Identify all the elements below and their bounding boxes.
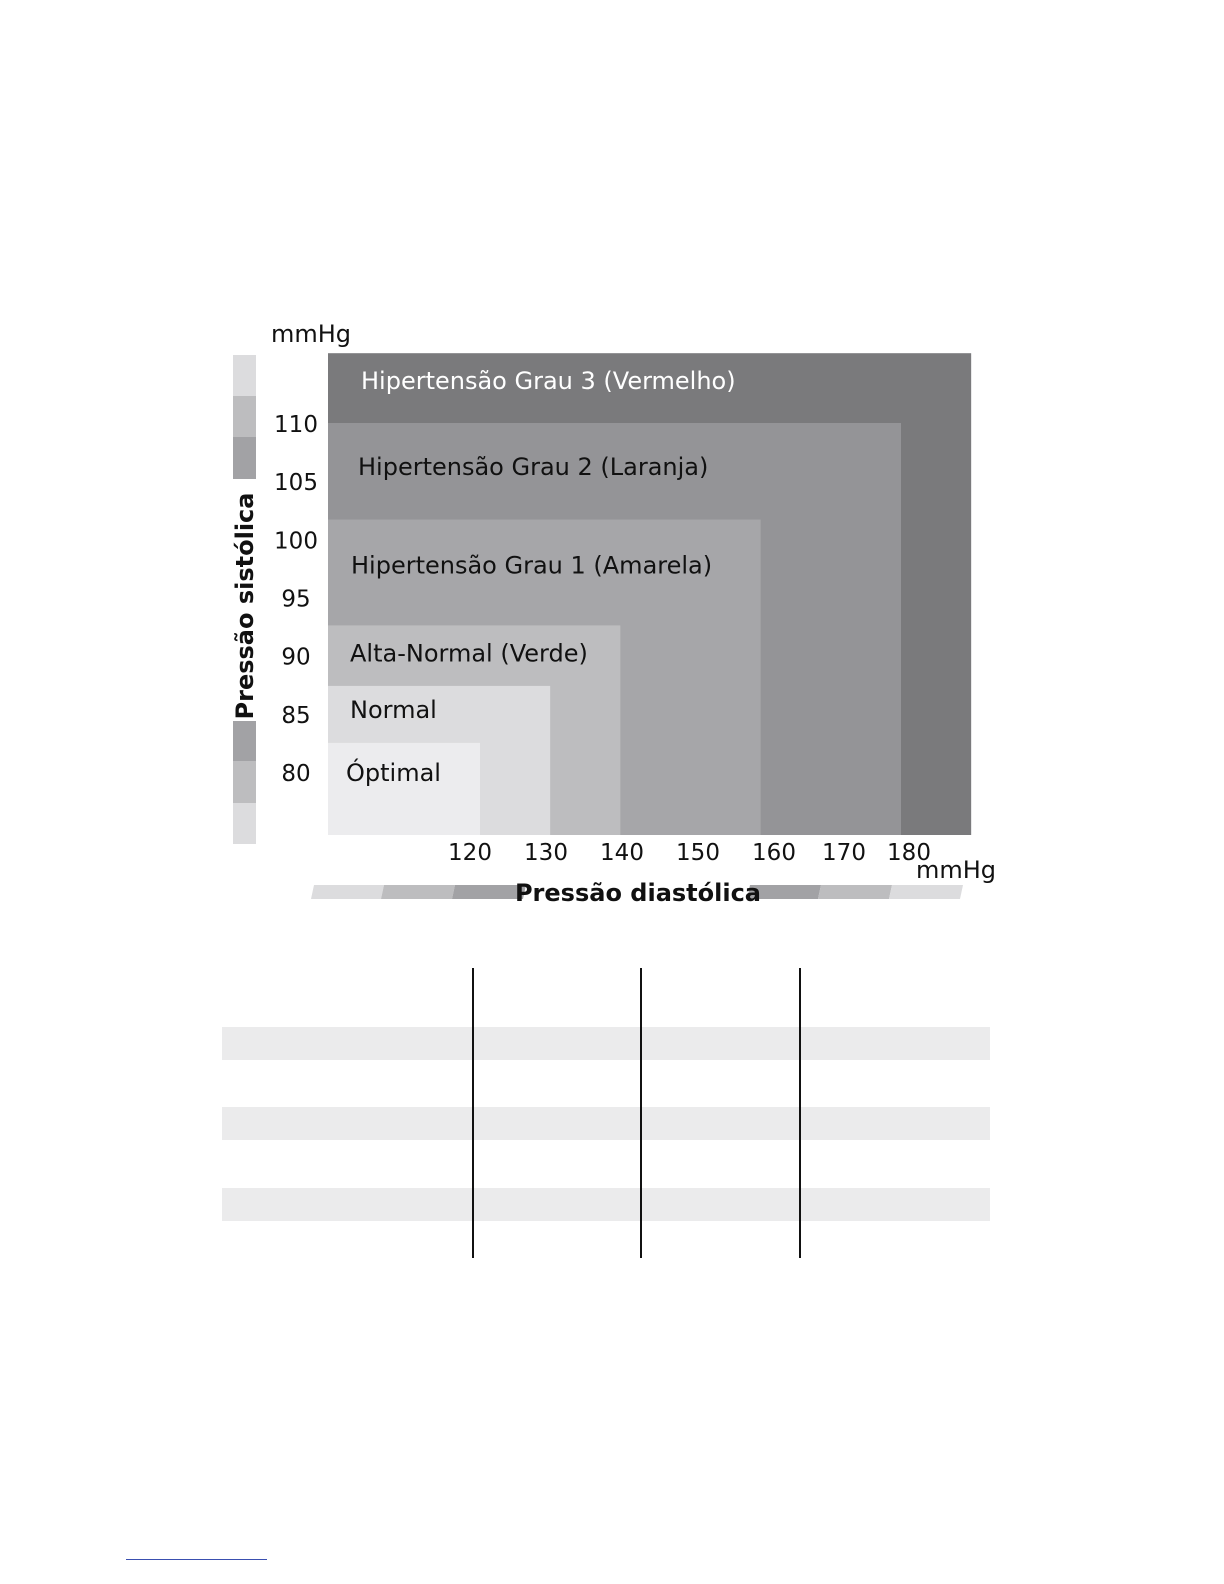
table-bands — [222, 1027, 990, 1221]
y-tick-label: 90 — [281, 644, 311, 671]
y-axis-unit: mmHg — [271, 320, 352, 348]
zone-label: Hipertensão Grau 3 (Vermelho) — [361, 367, 736, 396]
y-tick-label: 105 — [274, 470, 318, 497]
zone-label: Óptimal — [346, 758, 441, 787]
zone-label: Alta-Normal (Verde) — [350, 639, 588, 668]
y-tick-label: 110 — [274, 412, 318, 438]
y-tick-label: 95 — [281, 586, 311, 613]
table-row-band — [222, 1188, 990, 1221]
x-tick-label: 140 — [600, 840, 644, 866]
x-tick-label: 160 — [752, 840, 796, 866]
x-tick-label: 150 — [676, 840, 720, 866]
x-tick-label: 130 — [524, 840, 568, 866]
x-axis-label: Pressão diastólica — [514, 879, 762, 907]
table-row-band — [222, 1027, 990, 1060]
footer-rule — [126, 1559, 267, 1560]
y-tick-label: 80 — [281, 761, 311, 787]
zone-label: Hipertensão Grau 1 (Amarela) — [351, 551, 713, 580]
y-tick-label: 100 — [274, 528, 318, 555]
x-tick-label: 180 — [887, 840, 931, 866]
table-row-band — [222, 1107, 990, 1140]
x-axis-unit: mmHg — [916, 856, 997, 884]
x-tick-label: 170 — [822, 840, 866, 866]
x-tick-label: 120 — [448, 840, 492, 866]
y-axis-label: Pressão sistólica — [231, 492, 259, 720]
zone-label: Normal — [350, 695, 437, 724]
zone-label: Hipertensão Grau 2 (Laranja) — [358, 453, 709, 481]
y-tick-label: 85 — [281, 702, 311, 729]
